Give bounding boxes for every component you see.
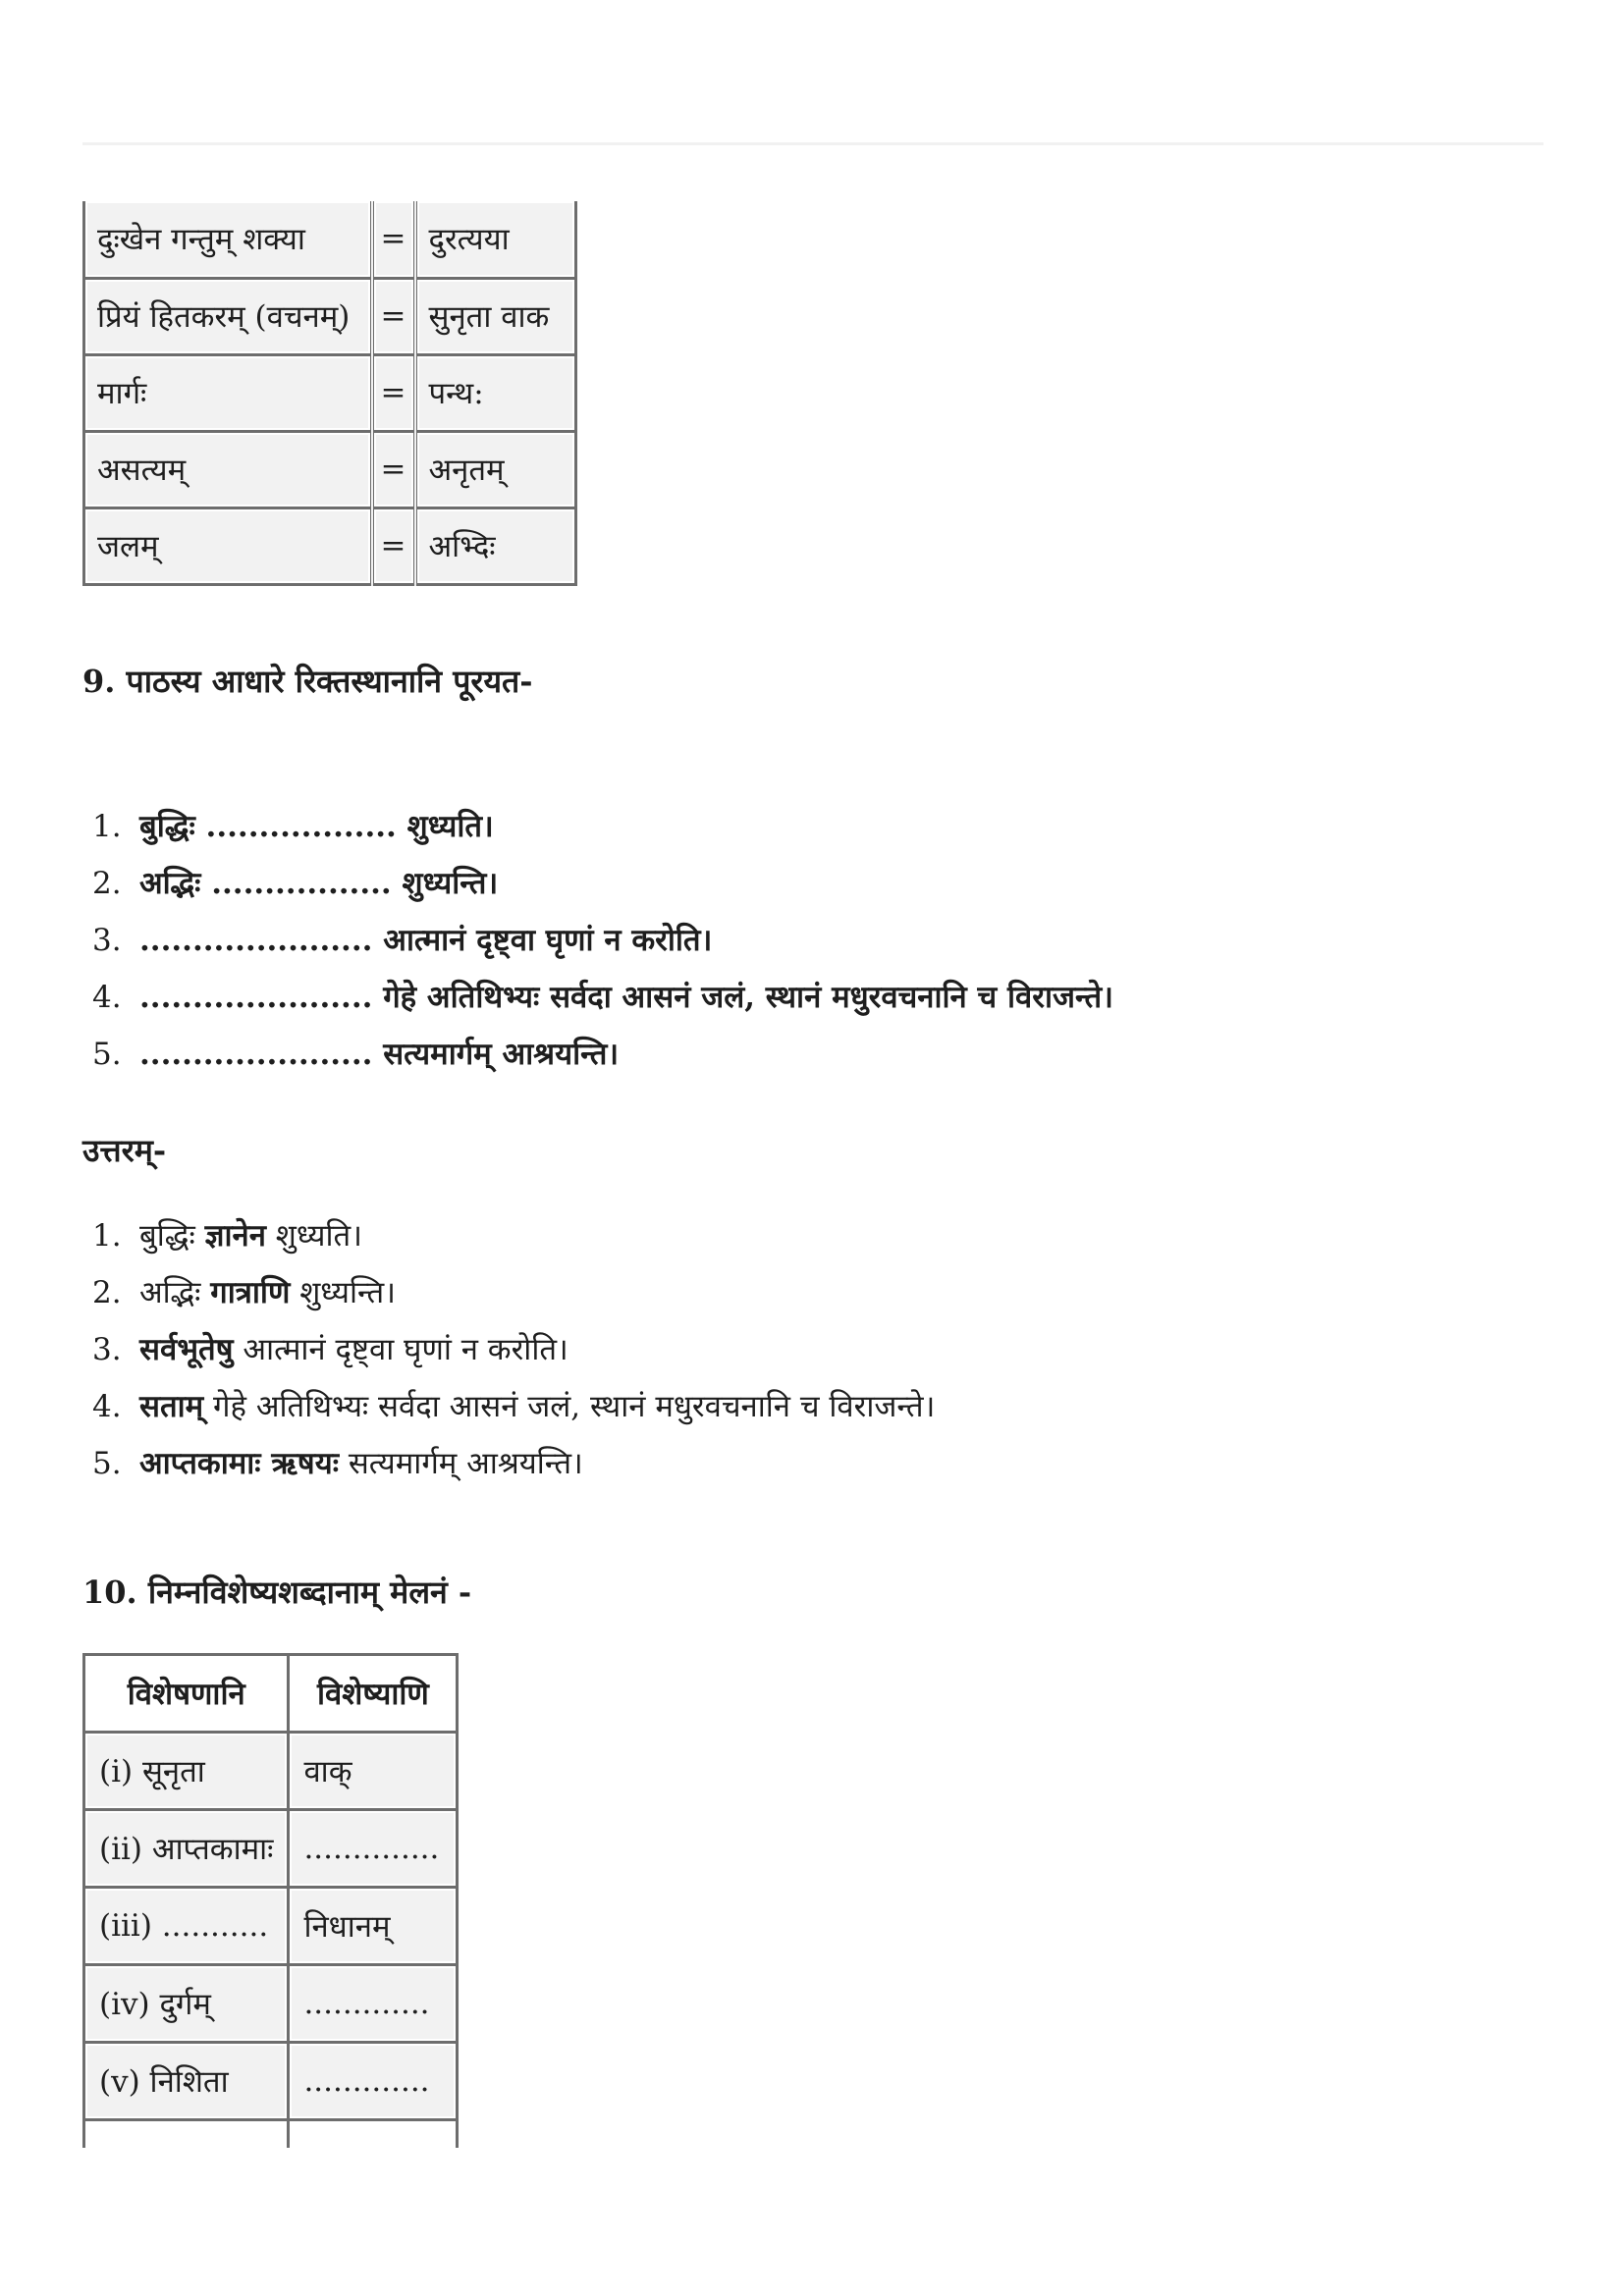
item-number: 1. (92, 809, 122, 844)
list-item (92, 798, 1113, 855)
item-number: 2. (92, 866, 122, 901)
item-text-before: अद्भिः (139, 1275, 211, 1310)
item-number: 3. (92, 923, 122, 958)
list-item (92, 1026, 1113, 1083)
list-item (92, 855, 1113, 912)
word-cell: असत्यम् (84, 431, 372, 507)
item-number: 1. (92, 1218, 122, 1254)
answer-word: ज्ञानेन (204, 1218, 266, 1254)
matching-table (82, 1653, 459, 2148)
table-row (84, 431, 576, 507)
word-cell: दुःखेन गन्तुम् शक्या (84, 201, 372, 278)
equals-cell: = (372, 278, 415, 354)
adjective-cell: (i) सूनृता (84, 1733, 289, 1810)
list-item (92, 1435, 935, 1492)
table-row (84, 278, 576, 354)
table-row (84, 507, 576, 584)
table-header-row (84, 1655, 458, 1733)
word-cell: जलम् (84, 507, 372, 584)
item-number: 5. (92, 1446, 122, 1481)
adjective-cell: (v) निशिता (84, 2043, 289, 2120)
item-text-after: शुध्यन्ति। (290, 1275, 396, 1310)
synonym-cell: अभ्दिः (415, 507, 576, 584)
synonym-cell: सुनृता वाक (415, 278, 576, 354)
table-row (84, 1733, 458, 1810)
item-text: ...................... आत्मानं दृष्ट्वा घृणां न करोति। (139, 923, 713, 958)
table-row (84, 1810, 458, 1888)
item-text-after: सत्यमार्गम् आश्रयन्ति। (338, 1446, 583, 1481)
item-number: 5. (92, 1037, 122, 1072)
question-10-title: 10. निम्नविशेष्यशब्दानाम् मेलनं - (82, 1574, 472, 1611)
word-cell: प्रियं हितकरम् (वचनम्) (84, 278, 372, 354)
top-divider (82, 142, 1543, 145)
noun-cell: ............. (289, 2043, 458, 2120)
item-number: 2. (92, 1275, 122, 1310)
synonym-cell: दुरत्यया (415, 201, 576, 278)
equals-cell: = (372, 431, 415, 507)
list-item (92, 969, 1113, 1026)
question-9-list (92, 798, 1113, 1083)
table-row (84, 354, 576, 431)
answer-word: सताम् (139, 1389, 204, 1424)
noun-cell: ............. (289, 1965, 458, 2043)
answer-title: उत्तरम्- (82, 1132, 167, 1169)
item-number: 3. (92, 1332, 122, 1367)
empty-cell (289, 2120, 458, 2148)
synonym-cell: पन्थ: (415, 354, 576, 431)
answer-word: गात्राणि (210, 1275, 291, 1310)
list-item (92, 1207, 935, 1264)
item-number: 4. (92, 980, 122, 1015)
item-text: अद्भिः ................. शुध्यन्ति। (139, 866, 499, 901)
empty-cell (84, 2120, 289, 2148)
equals-cell: = (372, 507, 415, 584)
list-item (92, 912, 1113, 969)
noun-cell: निधानम् (289, 1888, 458, 1965)
equals-cell: = (372, 354, 415, 431)
answer-list (92, 1207, 935, 1492)
item-text: ...................... सत्यमार्गम् आश्रयन्ति। (139, 1037, 620, 1072)
question-9-title: 9. पाठस्य आधारे रिक्तस्थानानि पूरयत- (82, 663, 533, 700)
table-row (84, 2043, 458, 2120)
column-header: विशेषणानि (84, 1655, 289, 1733)
table-row (84, 201, 576, 278)
item-text-after: गेहे अतिथिभ्यः सर्वदा आसनं जलं, स्थानं मधुरवचनानि च विराजन्ते। (203, 1389, 936, 1424)
item-number: 4. (92, 1389, 122, 1424)
list-item (92, 1321, 935, 1378)
table-row-cutoff (84, 2120, 458, 2148)
table-row (84, 1965, 458, 2043)
table-row (84, 1888, 458, 1965)
adjective-cell: (iii) ........... (84, 1888, 289, 1965)
item-text-after: शुध्यति। (265, 1218, 362, 1254)
noun-cell: .............. (289, 1810, 458, 1888)
synonym-cell: अनृतम् (415, 431, 576, 507)
answer-word: आप्तकामाः ऋषयः (139, 1446, 339, 1481)
column-header: विशेष्याणि (289, 1655, 458, 1733)
item-text: ...................... गेहे अतिथिभ्यः सर्वदा आसनं जलं, स्थानं मधुरवचनानि च विराजन्ते। (139, 980, 1113, 1015)
answer-word: सर्वभूतेषु (139, 1332, 234, 1367)
noun-cell: वाक् (289, 1733, 458, 1810)
synonym-table (82, 201, 577, 586)
adjective-cell: (iv) दुर्गम् (84, 1965, 289, 2043)
equals-cell: = (372, 201, 415, 278)
item-text-after: आत्मानं दृष्ट्वा घृणां न करोति। (233, 1332, 568, 1367)
adjective-cell: (ii) आप्तकामाः (84, 1810, 289, 1888)
item-text-before: बुद्धिः (139, 1218, 205, 1254)
word-cell: मार्गः (84, 354, 372, 431)
list-item (92, 1264, 935, 1321)
item-text: बुद्धिः .................. शुध्यति। (139, 809, 494, 844)
list-item (92, 1378, 935, 1435)
